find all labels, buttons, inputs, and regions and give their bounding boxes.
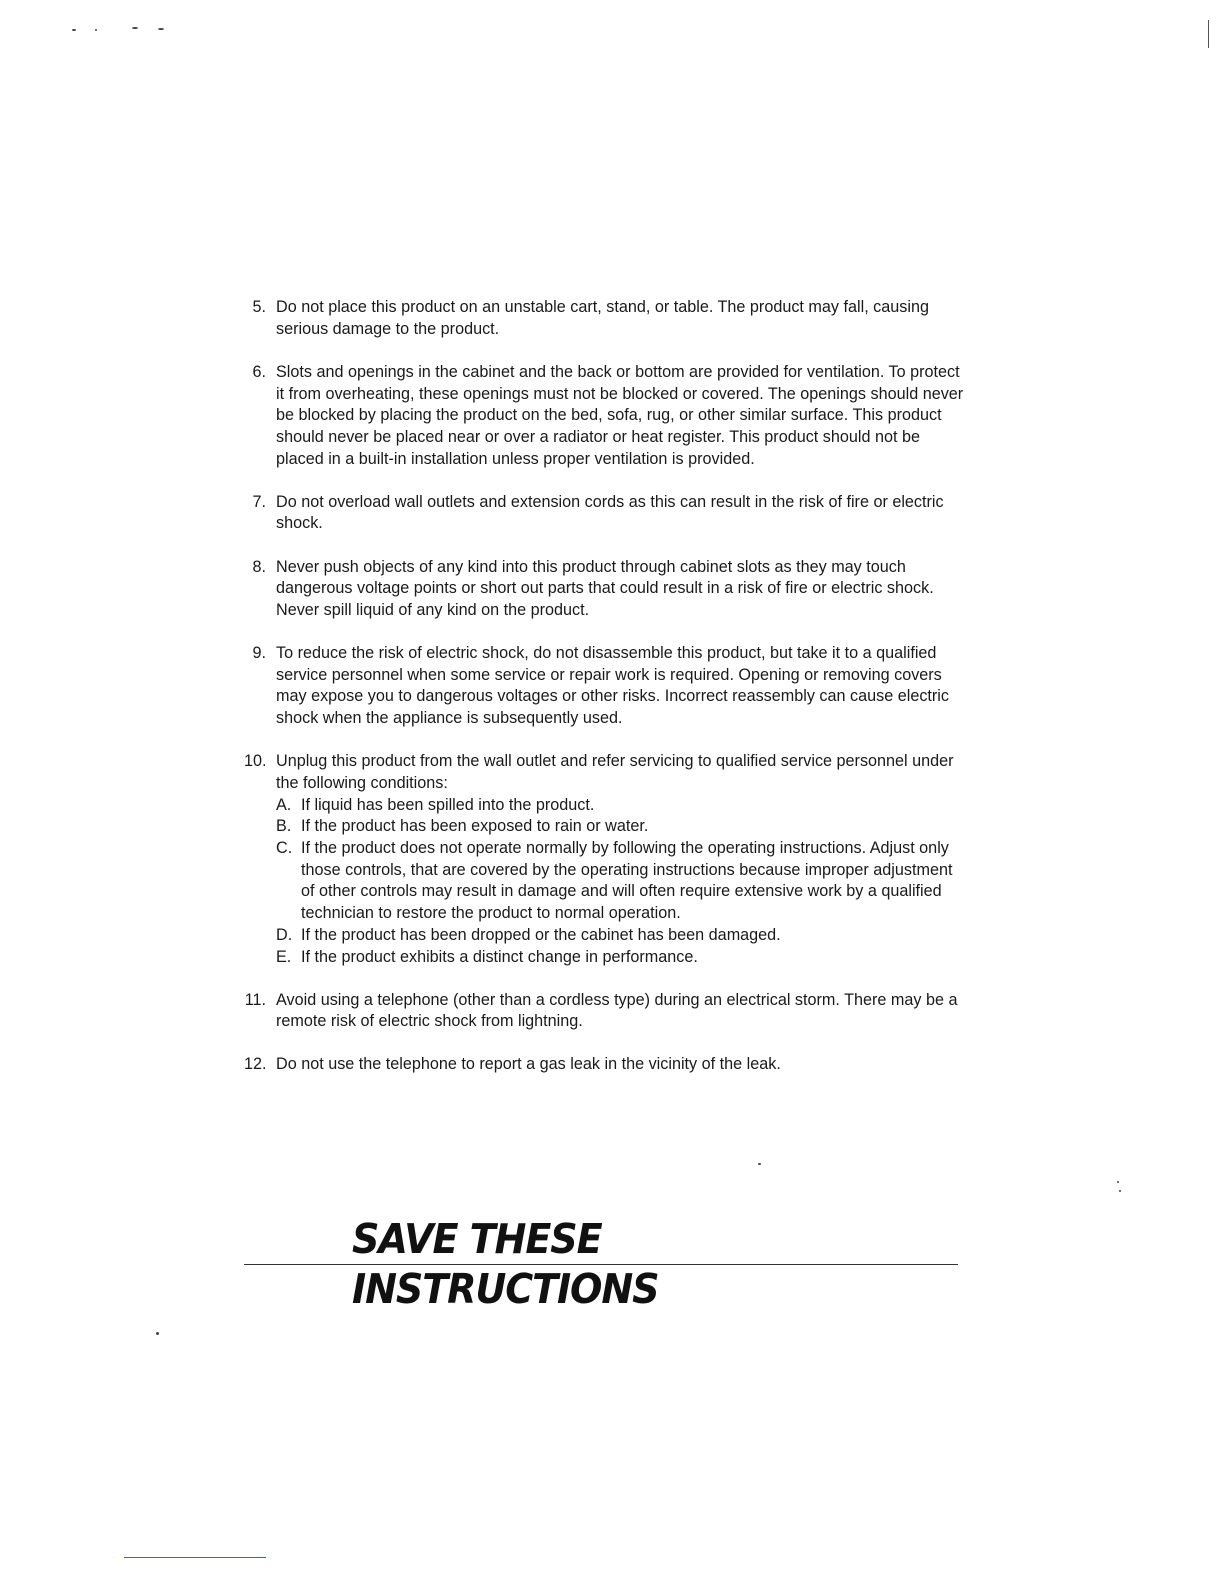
item-text: Do not place this product on an unstable cart, stand, or table. The product may fall, causing serious damage to the product.	[276, 298, 929, 338]
heading-rule	[244, 1264, 958, 1265]
instruction-item	[244, 751, 964, 968]
item-number: 12.	[244, 1055, 267, 1074]
scan-edge-mark	[1208, 20, 1209, 48]
condition-letter: B.	[276, 817, 292, 836]
scan-speck	[1119, 1190, 1121, 1192]
condition-letter: C.	[276, 839, 293, 858]
condition-item	[276, 947, 964, 969]
scan-speck	[158, 28, 164, 30]
condition-item	[276, 838, 964, 925]
condition-letter: D.	[276, 925, 293, 944]
instruction-item	[244, 557, 964, 622]
condition-item	[276, 795, 964, 817]
item-text: Slots and openings in the cabinet and the back or bottom are provided for ventilation. To protect it from overheating, these openings must not be blocked or covered. The openings should never be blocked by placing the product on the bed, sofa, rug, or other similar surface. This product should never be placed near or over a radiator or heat register. This product should not be placed in a built-in installation unless proper ventilation is provided.	[276, 362, 964, 468]
condition-text: If the product does not operate normally by following the operating instructions. Adjust only those controls, that are covered by the operating instructions because improper adjustment of other controls may result in damage and will often require extensive work by a qualified technician to restore the product to normal operation.	[301, 839, 953, 923]
scan-speck	[72, 29, 76, 31]
item-number: 6.	[252, 362, 266, 381]
item-number: 5.	[252, 298, 266, 316]
condition-text: If the product exhibits a distinct change in performance.	[301, 947, 698, 966]
item-number: 10.	[244, 752, 267, 771]
item-number: 11.	[244, 990, 266, 1009]
footer-rule	[124, 1557, 266, 1558]
condition-letter: A.	[276, 795, 292, 814]
condition-text: If liquid has been spilled into the product.	[301, 795, 595, 814]
save-instructions-heading: SAVE THESE INSTRUCTIONS	[352, 1215, 659, 1313]
safety-instructions-list	[244, 297, 964, 1098]
item-text: Never push objects of any kind into this product through cabinet slots as they may touch dangerous voltage points or short out parts that could result in a risk of fire or electric shock. Never spill liquid of any kind on the product.	[276, 557, 934, 619]
condition-sublist	[276, 795, 964, 969]
condition-text: If the product has been exposed to rain or water.	[301, 817, 649, 836]
scan-speck	[1117, 1181, 1119, 1183]
instruction-item	[244, 643, 964, 730]
condition-text: If the product has been dropped or the cabinet has been damaged.	[301, 925, 781, 944]
item-text: Do not overload wall outlets and extension cords as this can result in the risk of fire or electric shock.	[276, 492, 944, 533]
instruction-item	[244, 297, 964, 340]
scan-speck	[156, 1332, 159, 1335]
instruction-item	[244, 492, 964, 535]
item-text: To reduce the risk of electric shock, do not disassemble this product, but take it to a qualified service personnel when some service or repair work is required. Opening or removing covers may expose you to dangerous voltages or other risks. Incorrect reassembly can cause electric shock when the appliance is subsequently used.	[276, 644, 949, 728]
item-text: Do not use the telephone to report a gas leak in the vicinity of the leak.	[276, 1055, 781, 1074]
item-text: Unplug this product from the wall outlet and refer servicing to qualified service personnel under the following conditions:	[276, 752, 954, 792]
instruction-item	[244, 990, 964, 1033]
instruction-item	[244, 362, 964, 471]
condition-letter: E.	[276, 947, 292, 966]
condition-item	[276, 816, 964, 838]
scan-speck	[758, 1163, 761, 1165]
item-text: Avoid using a telephone (other than a cordless type) during an electrical storm. There may be a remote risk of electric shock from lightning.	[276, 990, 958, 1031]
item-number: 7.	[252, 492, 266, 511]
item-number: 8.	[252, 557, 266, 576]
save-instructions-banner	[244, 1212, 958, 1313]
condition-item	[276, 925, 964, 947]
item-number: 9.	[252, 644, 266, 662]
instruction-item	[244, 1054, 964, 1076]
scan-speck	[95, 29, 97, 31]
scan-speck	[132, 27, 138, 29]
